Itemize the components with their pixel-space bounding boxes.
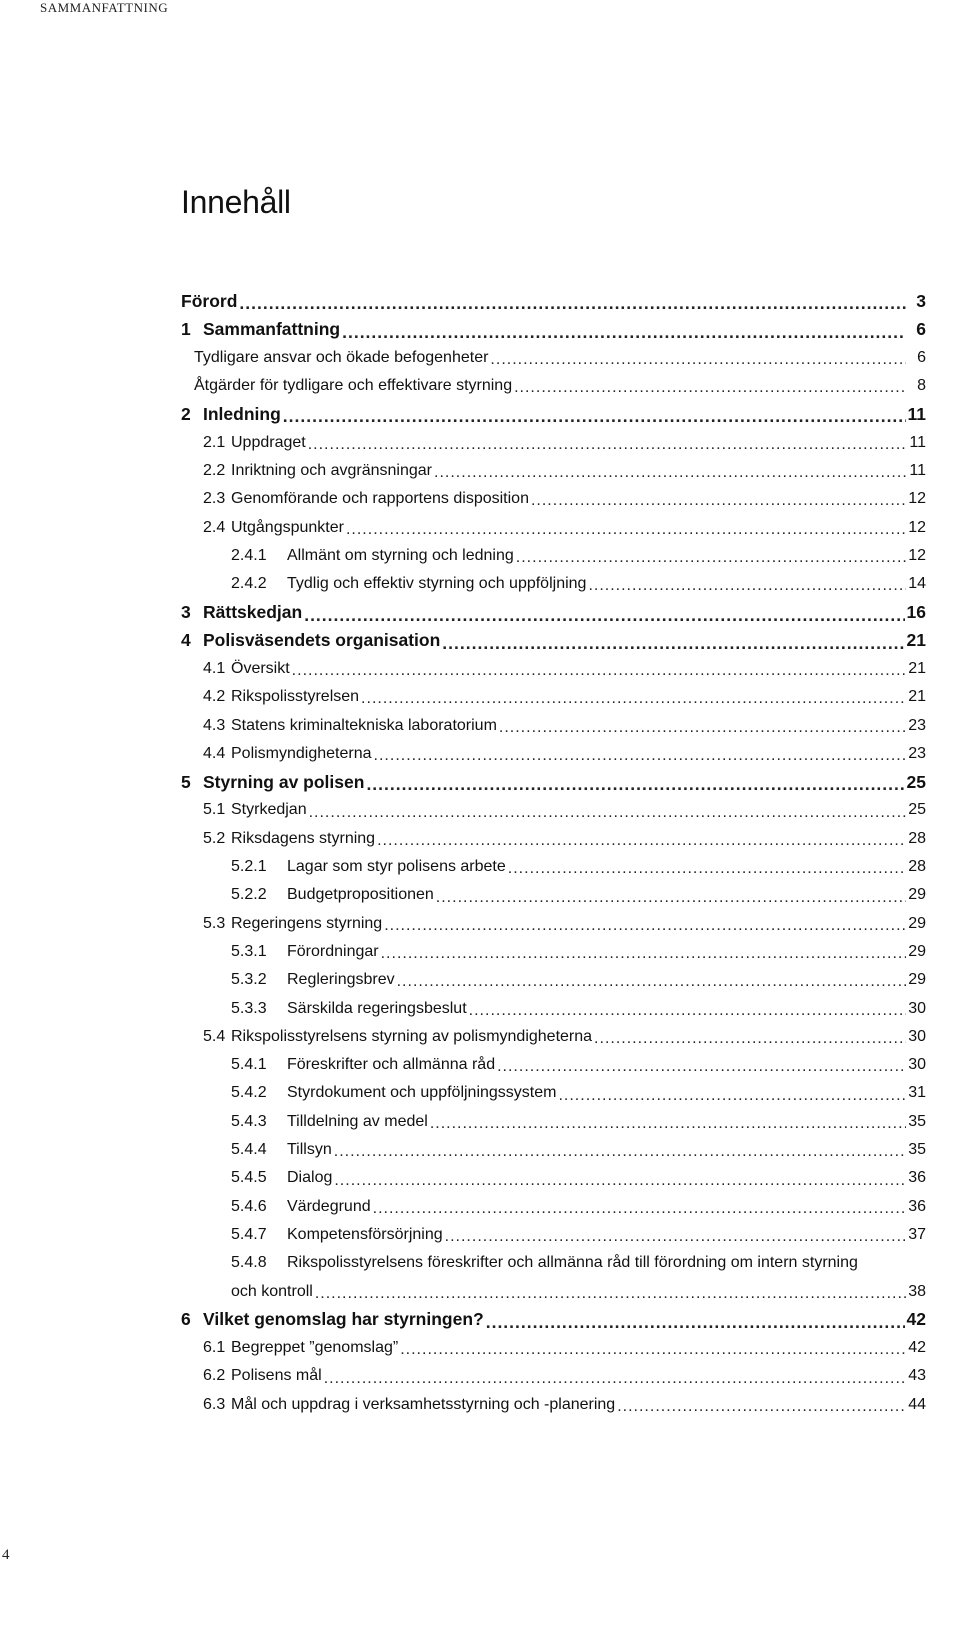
toc-entry[interactable] xyxy=(181,994,926,1022)
toc-entry[interactable] xyxy=(181,768,926,796)
toc-entry-number: 4.2 xyxy=(203,688,226,706)
dot-leader xyxy=(594,1033,906,1045)
toc-entry-page: 30 xyxy=(908,1027,926,1045)
toc-entry-label: Regeringens styrning xyxy=(231,914,383,932)
toc-entry[interactable] xyxy=(181,1306,926,1334)
toc-entry-label: Begreppet ”genomslag” xyxy=(231,1339,399,1357)
toc-entry-number: 5.2.1 xyxy=(231,858,267,876)
toc-entry-label: Förord xyxy=(181,290,238,311)
toc-entry-number: 5.4.7 xyxy=(231,1225,267,1243)
toc-entry-label: Åtgärder för tydligare och effektivare styrning xyxy=(194,377,513,395)
toc-entry[interactable] xyxy=(181,315,926,343)
toc-entry-label: Lagar som styr polisens arbete xyxy=(287,858,506,876)
page-number: 4 xyxy=(2,1547,10,1563)
toc-entry-page: 29 xyxy=(908,914,926,932)
dot-leader xyxy=(514,382,906,394)
toc-entry-number: 5.2 xyxy=(203,829,226,847)
toc-entry-page: 23 xyxy=(908,744,926,762)
toc-entry-label: Rättskedjan xyxy=(203,601,303,622)
dot-leader xyxy=(342,326,906,338)
toc-entry[interactable] xyxy=(181,1193,926,1221)
toc-entry-label: Riksdagens styrning xyxy=(231,829,376,847)
toc-entry-label: Inledning xyxy=(203,403,281,424)
toc-entry[interactable] xyxy=(181,825,926,853)
toc-entry-page: 21 xyxy=(908,688,926,706)
toc-entry-page: 16 xyxy=(906,601,926,622)
toc-entry-number: 2.3 xyxy=(203,490,226,508)
toc-entry[interactable] xyxy=(181,853,926,881)
toc-entry-page: 25 xyxy=(908,801,926,819)
dot-leader xyxy=(334,1146,906,1158)
toc-entry[interactable] xyxy=(181,1108,926,1136)
toc-entry[interactable] xyxy=(181,683,926,711)
toc-entry-number: 6.3 xyxy=(203,1395,226,1413)
toc-entry[interactable] xyxy=(181,740,926,768)
toc-entry-number: 5.3.2 xyxy=(231,971,267,989)
toc-entry-page: 3 xyxy=(916,290,926,311)
toc-entry-page: 29 xyxy=(908,971,926,989)
toc-entry-label: Polisväsendets organisation xyxy=(203,630,441,651)
toc-entry-page: 6 xyxy=(917,348,926,366)
toc-entry-label: Styrdokument och uppföljningssystem xyxy=(287,1084,557,1102)
toc-entry-number: 6 xyxy=(181,1309,191,1330)
toc-entry-number: 5.3.1 xyxy=(231,942,267,960)
toc-entry-page: 30 xyxy=(908,999,926,1017)
dot-leader xyxy=(558,1090,906,1102)
toc-entry[interactable] xyxy=(181,1079,926,1107)
toc-entry-page: 11 xyxy=(909,461,926,479)
dot-leader xyxy=(292,665,906,677)
toc-entry[interactable] xyxy=(181,1136,926,1164)
dot-leader xyxy=(373,1203,906,1215)
dot-leader xyxy=(374,750,906,762)
dot-leader xyxy=(490,354,906,366)
toc-entry[interactable] xyxy=(181,796,926,824)
toc-entry-label: Förordningar xyxy=(287,942,379,960)
toc-entry-number: 2.1 xyxy=(203,433,226,451)
dot-leader xyxy=(486,1316,905,1328)
toc-entry-number: 2.4 xyxy=(203,518,226,536)
toc-entry-label-continued: och kontroll xyxy=(231,1282,313,1300)
toc-entry-page: 29 xyxy=(908,886,926,904)
toc-entry-number: 4.3 xyxy=(203,716,226,734)
dot-leader xyxy=(239,297,906,309)
toc-entry-page: 12 xyxy=(908,518,926,536)
toc-entry-label: Rikspolisstyrelsens föreskrifter och allmänna råd till förordning om intern styrning xyxy=(287,1254,858,1272)
toc-entry[interactable] xyxy=(181,881,926,909)
toc-entry[interactable] xyxy=(181,655,926,683)
toc-entry[interactable] xyxy=(181,542,926,570)
toc-entry-label: Översikt xyxy=(231,660,290,677)
dot-leader xyxy=(377,835,906,847)
toc-entry[interactable] xyxy=(181,344,926,372)
toc-entry-page: 31 xyxy=(908,1084,926,1102)
toc-entry[interactable] xyxy=(181,400,926,428)
toc-entry-number: 4.1 xyxy=(203,660,226,677)
toc-entry-page: 8 xyxy=(917,377,926,395)
dot-leader xyxy=(508,863,906,875)
toc-entry-label: Dialog xyxy=(287,1169,333,1187)
toc-entry-page: 36 xyxy=(908,1197,926,1215)
toc-entry-number: 6.2 xyxy=(203,1367,226,1385)
dot-leader xyxy=(617,1401,906,1413)
dot-leader xyxy=(436,892,906,904)
toc-entry-label: Särskilda regeringsbeslut xyxy=(287,999,467,1017)
toc-entry-page: 37 xyxy=(908,1225,926,1243)
toc-entry-label: Tydlig och effektiv styrning och uppföljning xyxy=(287,575,587,593)
dot-leader xyxy=(469,1005,906,1017)
toc-entry-page: 42 xyxy=(906,1309,926,1330)
toc-entry-number: 1 xyxy=(181,318,191,339)
dot-leader xyxy=(384,920,906,932)
toc-entry-number: 2.4.2 xyxy=(231,575,267,593)
toc-entry-label: Värdegrund xyxy=(287,1197,371,1215)
dot-leader xyxy=(309,807,906,819)
toc-entry-number: 5.4.6 xyxy=(231,1197,267,1215)
toc-entry-label: Sammanfattning xyxy=(203,318,341,339)
toc-entry-label: Regleringsbrev xyxy=(287,971,395,989)
toc-entry[interactable] xyxy=(181,1164,926,1192)
dot-leader xyxy=(445,1231,906,1243)
toc-entry-number: 5.2.2 xyxy=(231,886,267,904)
dot-leader xyxy=(361,693,906,705)
toc-entry-page: 23 xyxy=(908,716,926,734)
toc-entry[interactable] xyxy=(181,287,926,315)
dot-leader xyxy=(531,495,906,507)
toc-entry-page: 12 xyxy=(908,490,926,508)
dot-leader xyxy=(499,722,906,734)
toc-entry-page: 44 xyxy=(908,1395,926,1413)
toc-entry[interactable] xyxy=(181,966,926,994)
toc-entry-page: 12 xyxy=(908,546,926,564)
toc-entry-label: Polismyndigheterna xyxy=(231,744,372,762)
toc-entry-page: 36 xyxy=(908,1169,926,1187)
toc-entry-page: 29 xyxy=(908,942,926,960)
dot-leader xyxy=(346,524,906,536)
dot-leader xyxy=(334,1175,906,1187)
dot-leader xyxy=(283,410,906,422)
toc-entry[interactable] xyxy=(181,570,926,598)
toc-entry-page: 21 xyxy=(908,660,926,677)
toc-entry[interactable] xyxy=(181,1334,926,1362)
toc-entry-number: 5.4.5 xyxy=(231,1169,267,1187)
toc-entry[interactable] xyxy=(181,513,926,541)
toc-entry-number: 5 xyxy=(181,771,191,792)
toc-entry-label: Genomförande och rapportens disposition xyxy=(231,490,529,508)
toc-entry-label: Budgetpropositionen xyxy=(287,886,434,904)
toc-entry-number: 4.4 xyxy=(203,744,226,762)
toc-entry[interactable] xyxy=(181,1391,926,1419)
toc-entry-number: 5.4.8 xyxy=(231,1254,267,1272)
dot-leader xyxy=(497,1061,906,1073)
toc-entry-label: Styrkedjan xyxy=(231,801,307,819)
dot-leader xyxy=(434,467,906,479)
toc-entry-label: Mål och uppdrag i verksamhetsstyrning och -planering xyxy=(231,1395,616,1413)
toc-entry[interactable] xyxy=(181,485,926,513)
dot-leader xyxy=(315,1288,906,1300)
toc-entry-page: 25 xyxy=(906,771,926,792)
toc-entry-page: 43 xyxy=(908,1367,926,1385)
toc-entry-label: Rikspolisstyrelsen xyxy=(231,688,360,706)
toc-entry-page: 35 xyxy=(908,1112,926,1130)
dot-leader xyxy=(308,439,906,451)
toc-entry-number: 4 xyxy=(181,630,191,651)
toc-entry-page: 11 xyxy=(909,433,926,451)
toc-entry[interactable] xyxy=(181,711,926,739)
toc-entry[interactable] xyxy=(181,1221,926,1249)
toc-entry[interactable] xyxy=(181,1051,926,1079)
toc-entry-label: Utgångspunkter xyxy=(231,518,344,536)
toc-entry-label: Föreskrifter och allmänna råd xyxy=(287,1056,496,1074)
toc-entry-page: 21 xyxy=(906,630,926,651)
dot-leader xyxy=(400,1344,906,1356)
toc-entry-number: 3 xyxy=(181,601,191,622)
toc-entry-label: Styrning av polisen xyxy=(203,771,365,792)
toc-entry-label: Statens kriminaltekniska laboratorium xyxy=(231,716,497,734)
toc-entry-page: 42 xyxy=(908,1339,926,1357)
running-header: SAMMANFATTNING xyxy=(40,0,169,15)
toc-entry-page: 14 xyxy=(908,575,926,593)
toc-entry-number: 5.1 xyxy=(203,801,226,819)
dot-leader xyxy=(324,1373,906,1385)
toc-entry-label: Polisens mål xyxy=(231,1367,322,1385)
toc-entry-number: 5.4 xyxy=(203,1027,226,1045)
toc-entry[interactable] xyxy=(181,457,926,485)
toc-entry[interactable] xyxy=(181,910,926,938)
toc-entry-label: Kompetensförsörjning xyxy=(287,1225,443,1243)
toc-entry-label: Allmänt om styrning och ledning xyxy=(287,546,514,564)
toc-entry-number: 5.3 xyxy=(203,914,226,932)
toc-entry-page: 6 xyxy=(916,318,926,339)
toc-entry-page: 30 xyxy=(908,1056,926,1074)
table-of-contents xyxy=(181,287,926,1419)
toc-entry-label: Uppdraget xyxy=(231,433,306,451)
toc-entry-label: Vilket genomslag har styrningen? xyxy=(203,1309,484,1330)
toc-entry-label: Tillsyn xyxy=(287,1141,332,1159)
toc-entry-page: 11 xyxy=(907,403,926,424)
toc-entry-page: 28 xyxy=(908,858,926,876)
toc-entry-number: 2 xyxy=(181,403,191,424)
toc-entry[interactable] xyxy=(181,1249,926,1277)
dot-leader xyxy=(442,637,904,649)
toc-entry[interactable] xyxy=(181,598,926,626)
dot-leader xyxy=(381,948,906,960)
dot-leader xyxy=(588,580,906,592)
toc-entry-number: 5.4.1 xyxy=(231,1056,267,1074)
toc-entry-page: 28 xyxy=(908,829,926,847)
toc-entry-label: Rikspolisstyrelsens styrning av polismyndigheterna xyxy=(231,1027,593,1045)
toc-entry-page: 35 xyxy=(908,1141,926,1159)
dot-leader xyxy=(516,552,906,564)
toc-entry-number: 5.4.4 xyxy=(231,1141,267,1159)
toc-entry-number: 5.4.2 xyxy=(231,1084,267,1102)
toc-entry[interactable] xyxy=(181,1023,926,1051)
toc-entry[interactable] xyxy=(181,938,926,966)
page-title: Innehåll xyxy=(181,184,291,220)
toc-entry-number: 2.2 xyxy=(203,461,226,479)
dot-leader xyxy=(366,778,904,790)
toc-entry-number: 5.4.3 xyxy=(231,1112,267,1130)
toc-entry-number: 6.1 xyxy=(203,1339,226,1357)
toc-entry[interactable] xyxy=(181,372,926,400)
dot-leader xyxy=(397,976,906,988)
toc-entry-label: Inriktning och avgränsningar xyxy=(231,461,433,479)
toc-entry-label: Tydligare ansvar och ökade befogenheter xyxy=(194,348,489,366)
toc-entry-page: 38 xyxy=(908,1282,926,1300)
toc-entry-number: 5.3.3 xyxy=(231,999,267,1017)
toc-entry-label: Tilldelning av medel xyxy=(287,1112,428,1130)
toc-entry[interactable] xyxy=(181,627,926,655)
toc-entry[interactable] xyxy=(181,1362,926,1390)
toc-entry[interactable] xyxy=(181,428,926,456)
toc-entry-continuation[interactable] xyxy=(181,1277,926,1305)
toc-entry-number: 2.4.1 xyxy=(231,546,267,564)
dot-leader xyxy=(304,609,904,621)
dot-leader xyxy=(430,1118,906,1130)
